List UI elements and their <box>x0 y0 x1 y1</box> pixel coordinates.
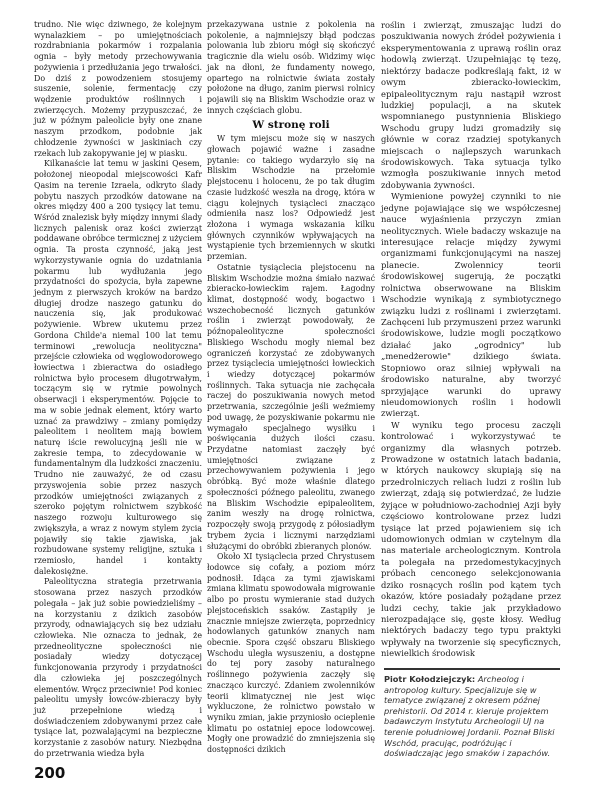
text-column-middle <box>207 20 375 756</box>
author-bio: Archeolog i antropolog kultury. Specjalizuje się w tematyce związanej z okresem późnej prehistorii. Od 2014 r. kieruje projektem badawczym Instytutu Archeologii UJ na terenie południowej Jordanii. Poznał Bliski Wschód, pracując, podróżując i doświadczając jego smaków i zapachów. <box>384 674 555 759</box>
body-paragraph: trudno. Nie więc dziwnego, że kolejnym wynalazkiem – po umiejętnościach rozdrabniania pokarmów i rozpalania ognia – były metody przechowywania pożywienia i przedłużania jego trwałości. Do dziś z powodzeniem stosujemy suszenie, solenie, fermentację czy wędzenie produktów roślinnych i zwierzęcych. Możemy przypuszczać, że już w późnym paleolicie były one znane naszym przodkom, podobnie jak chłodzenie żywności w jaskiniach czy rzekach lub zakopywanie jej w piasku. <box>34 20 202 158</box>
body-paragraph: Kilkanaście lat temu w jaskini Qesem, położonej nieopodal miejscowości Kafr Qasim na terenie Izraela, odkryto ślady pobytu naszych przodków datowane na okres między 400 a 200 tysięcy lat temu. Wśród znalezisk były między innymi ślady licznych palenisk oraz kości zwierząt poddawane obróbce termicznej z użyciem ognia. Ta prosta czynność, jaką jest wykorzystywanie ognia do uzdatniania pokarmu lub wydłużania jego przydatności do spożycia, była zapewne jednym z pierwszych kroków na bardzo długiej drodze naszego gatunku do nauczenia się, jak produkować pożywienie. Wbrew ukutemu przez Gordona Childe'a niemal 100 lat temu terminowi „rewolucja neolityczna" przejście człowieka od węglowodorowego łowiectwa i zbieractwa do osiadłego rolnictwa było procesem długotrwałym, toczącym się w rytmie powolnych obserwacji i eksperymentów. Pojęcie to ma w sobie jednak element, który warto uznać za prawdziwy – zmiany pomiędzy paleolitem i neolitem mają bowiem naturę iście rewolucyjną jeśli nie w zakresie tempa, to zdecydowanie w fundamentalnym dla ludzkości znaczeniu. Trudno nie zauważyć, że od czasu przyswojenia sobie przez naszych przodków umiejętności związanych z szeroko pojętym rolnictwem szybkość naszego rozwoju kulturowego się zwiększyła, a wraz z nowym stylem życia pojawiły się takie zjawiska, jak rozbudowane systemy religijne, sztuka i rzemiosło, handel i kontakty dalekosiężne. <box>34 159 202 576</box>
author-name: Piotr Kołodziejczyk: <box>384 674 476 684</box>
body-paragraph: W wyniku tego procesu zaczęli kontrolować i wykorzystywać te organizmy dla własnych potrzeb. Prowadzone w ostatnich latach badania, w których naukowcy skupiają się na przedrolniczych reliach ludzi z roślin lub zwierząt, zdają się potwierdzać, że ludzie żyjące w południowo-zachodniej Azji były częściowo kontrolowane przez ludzi tysiące lat przed pojawieniem się ich udomowionych odmian w czytelnym dla nas materiale archeologicznym. Kontrola ta polegała na przedomestykacyjnych próbach cenconego selekcjonowania dziko rosnących roślin pod kątem tych okazów, które posiadały pożądane przez ludzi cechy, takie jak przykładowo nierozpadające się, gęste kłosy. Według niektórych badaczy tego typu praktyki wpływały na tworzenie się specyficznych, niewielkich środowisk <box>381 419 561 659</box>
text-column-right <box>381 20 561 660</box>
text-column-left <box>34 20 202 760</box>
section-heading: W stronę roli <box>252 119 330 132</box>
body-paragraph: Ostatnie tysiąclecia plejstocenu na Bliskim Wschodzie można śmiało nazwać zbieracko-łowieckim rajem. Łagodny klimat, dostępność wody, bogactwo i wszechobecność licznych gatunków roślin i zwierząt powodowały, że późnopaleolityczne społeczności Bliskiego Wschodu mogły niemal bez ograniczeń korzystać ze zdobywanych przez tysiąclecia umiejętności łowieckich i wiedzy dotyczącej pokarmów roślinnych. Taka sytuacja nie zachęcała raczej do poszukiwania nowych metod przetrwania, szczególnie jeśli weźmiemy pod uwagę, że pozyskiwanie pokarmu nie wymagało specjalnego wysiłku i poświęcania dużych ilości czasu. Przydatne natomiast zaczęły być umiejętności związane z przechowywaniem pożywienia i jego obróbką. Być może właśnie dlatego społeczności późnego paleolitu, zwanego na Bliskim Wschodzie epipaleolitem, zanim weszły na drogę rolnictwa, rozpoczęły swoją przygodę z półosiadłym trybem życia i licznymi narzędziami służącymi do obróbki zbieranych plonów. <box>207 262 375 551</box>
body-paragraph: W tym miejscu może się w naszych głowach pojawić ważne i zasadne pytanie: co takiego wydarzyło się na Bliskim Wschodzie na przełomie plejstocenu i holocenu, że po tak długim czasie ludzkość weszła na drogę, która w ciągu kolejnych tysiącleci znacząco odmieniła nasz los? Odpowiedź jest złożona i wymaga wskazania kilku głównych czynników wpływających na wystąpienie tych brzemiennych w skutki przemian. <box>207 134 375 262</box>
body-paragraph: roślin i zwierząt, zmuszając ludzi do poszukiwania nowych źródeł pożywienia i eksperymentowania z uprawą roślin oraz hodowlą zwierząt. Uzupełniając tę tezę, niektórzy badacze podkreślają fakt, iż w owym zbieracko-łowieckim, epipaleolitycznym raju nastąpił wzrost ludzkiej populacji, a na skutek wspomnianego pustynnienia Bliskiego Wschodu grupy ludzi gromadziły się głównie w coraz rzadziej spotykanych miejscach o najlepszych warunkach środowiskowych. Taka sytuacja tylko wzmogła poszukiwanie innych metod zdobywania żywności. <box>381 20 561 190</box>
author-bio-box <box>384 668 560 759</box>
body-paragraph: przekazywana ustnie z pokolenia na pokolenie, a najmniejszy błąd podczas polowania lub zbioru mógł się skończyć tragicznie dla wielu osób. Widzimy więc jak na dłoni, że fundamenty nowego, opartego na rolnictwie świata zostały położone na długo, zanim pierwsi rolnicy pojawili się na Bliskim Wschodzie oraz w innych częściach globu. <box>207 20 375 115</box>
body-paragraph: Około XI tysiąclecia przed Chrystusem łodowce się cofały, a poziom mórz podnosił. Idąca za tymi zjawiskami zmiana klimatu spowodowała migrowanie albo po prostu wymieranie stad dużych plejstoceńskich ssaków. Zastąpiły je znacznie mniejsze zwierzęta, poprzednicy hodowlanych gatunków znanych nam obecnie. Spora część obszaru Bliskiego Wschodu uległa wysuszeniu, a dostępne do tej pory zasoby naturalnego roślinnego pożywienia zaczęły się znacząco kurczyć. Zdaniem zwolenników teorii klimatycznej nie jest więc wykluczone, że rolnictwo powstało w wyniku zmian, jakie przyniosło ocieplenie klimatu po ostatniej epoce lodowcowej. Mogły one prowadzić do zmniejszenia się dostępności dzikich <box>207 552 375 755</box>
page-number: 200 <box>34 764 66 782</box>
body-paragraph: Paleolityczna strategia przetrwania stosowana przez naszych przodków polegała – jak już sobie powiedzieliśmy – na korzystaniu z dzikich zasobów przyrody, odnawiających się bez udziału człowieka. Nie oznacza to jednak, że przedneolityczne społeczności nie posiadały wiedzy dotyczącej funkcjonowania przyrody i przydatności dla człowieka jej poszczególnych elementów. Wręcz przeciwnie! Pod koniec paleolitu umysły łowców-zbieraczy były już przepełnione wiedzą i doświadczeniem zdobywanymi przez całe tysiące lat, pozwalającymi na bezpieczne korzystanie z zasobów natury. Niezbędna do przetrwania wiedza była <box>34 577 202 758</box>
body-paragraph: Wymienione powyżej czynniki to nie jedyne pojawiające się we współczesnej nauce wyjaśnienia przyczyn zmian neolitycznych. Wiele badaczy wskazuje na interesujące relacje między żywymi organizmami funkcjonującymi na naszej planecie. Zwolennicy teorii środowiskowej sugerują, że początki rolnictwa obserwowane na Bliskim Wschodzie wynikają z symbiotycznego związku ludzi z roślinami i zwierzętami. Zachęceni lub przymuszeni przez warunki środowiskowe, ludzie mogli początkowo działać jako „ogrodnicy" lub „menedżerowie" dzikiego świata. Stopniowo oraz silniej wpływali na środowisko naturalne, aby tworzyć sprzyjające warunki do uprawy nieudomowionych roślin i hodowli zwierząt. <box>381 191 561 419</box>
